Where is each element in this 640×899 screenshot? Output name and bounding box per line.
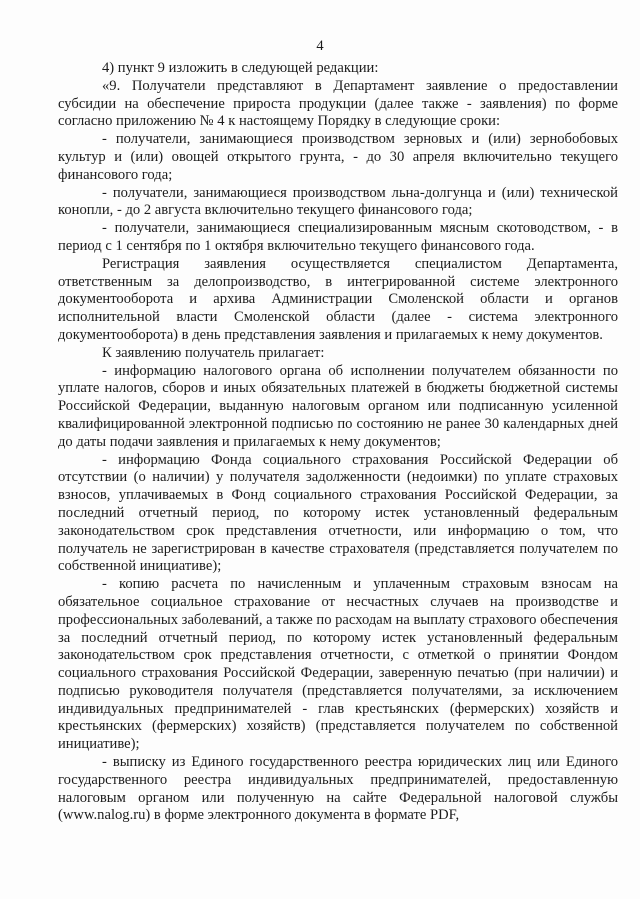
paragraph-deadline-grain: - получатели, занимающиеся производством зерновых и (или) зернобобовых культур и (или) овощей открытого грунта, - до 30 апреля включительно текущего финансового года;: [58, 131, 618, 183]
paragraph-registry-extract: - выписку из Единого государственного реестра юридических лиц или Единого государственного реестра индивидуальных предпринимателей, предоставленную налоговым органом или полученную на сайте Федеральной налоговой службы (www.nalog.ru) в форме электронного документа в формате PDF,: [58, 754, 618, 824]
paragraph-insurance-calc: - копию расчета по начисленным и уплаченным страховым взносам на обязательное социальное страхование от несчастных случаев на производстве и профессиональных заболеваний, а также по расходам на выплату страхового обеспечения за последний отчетный период, по которому истек установленный федеральным законодательством срок представления отчетности, с отметкой о принятии Фондом социального страхования Российской Федерации, заверенную печатью (при наличии) и подписью руководителя получателя (представляется получателями, за исключением индивидуальных предпринимателей - глав крестьянских (фермерских) хозяйств и крестьянских (фермерских) хозяйств) (представляется получателем по собственной инициативе);: [58, 576, 618, 753]
paragraph-point-9-intro: «9. Получатели представляют в Департамент заявление о предоставлении субсидии на обеспечение прироста продукции (далее также - заявления) по форме согласно приложению № 4 к настоящему Порядку в следующие сроки:: [58, 77, 618, 130]
paragraph-deadline-cattle: - получатели, занимающиеся специализированным мясным скотоводством, - в период с 1 сентября по 1 октября включительно текущего финансового года.: [58, 220, 618, 254]
paragraph-item-4: 4) пункт 9 изложить в следующей редакции:: [102, 60, 379, 76]
document-body: [58, 60, 618, 825]
page-number: 4: [316, 38, 324, 54]
paragraph-social-fund-info: - информацию Фонда социального страхования Российской Федерации об отсутствии (о наличии) у получателя задолженности (недоимки) по уплате страховых взносов, уплачиваемых в Фонд социального страхования Российской Федерации, за последний отчетный период, по которому истек установленный федеральным законодательством срок представления отчетности, или информацию о том, что получатель не зарегистрирован в качестве страхователя (представляется получателем по собственной инициативе);: [58, 451, 618, 575]
paragraph-attachments-intro: К заявлению получатель прилагает:: [102, 344, 325, 361]
paragraph-tax-info: - информацию налогового органа об исполнении получателем обязанности по уплате налогов, сборов и иных обязательных платежей в бюджеты бюджетной системы Российской Федерации, выданную налоговым органом или подписанную усиленной квалифицированной электронной подписью по состоянию не ранее 30 календарных дней до даты подачи заявления и прилагаемых к нему документов;: [58, 362, 618, 450]
paragraph-registration: Регистрация заявления осуществляется специалистом Департамента, ответственным за делопроизводство, в интегрированной системе электронного документооборота и архива Администрации Смоленской области и органов исполнительной власти Смоленской области (далее - система электронного документооборота) в день представления заявления и прилагаемых к нему документов.: [58, 255, 618, 343]
paragraph-deadline-flax: - получатели, занимающиеся производством льна-долгунца и (или) технической конопли, - до 2 августа включительно текущего финансового года;: [58, 184, 618, 219]
